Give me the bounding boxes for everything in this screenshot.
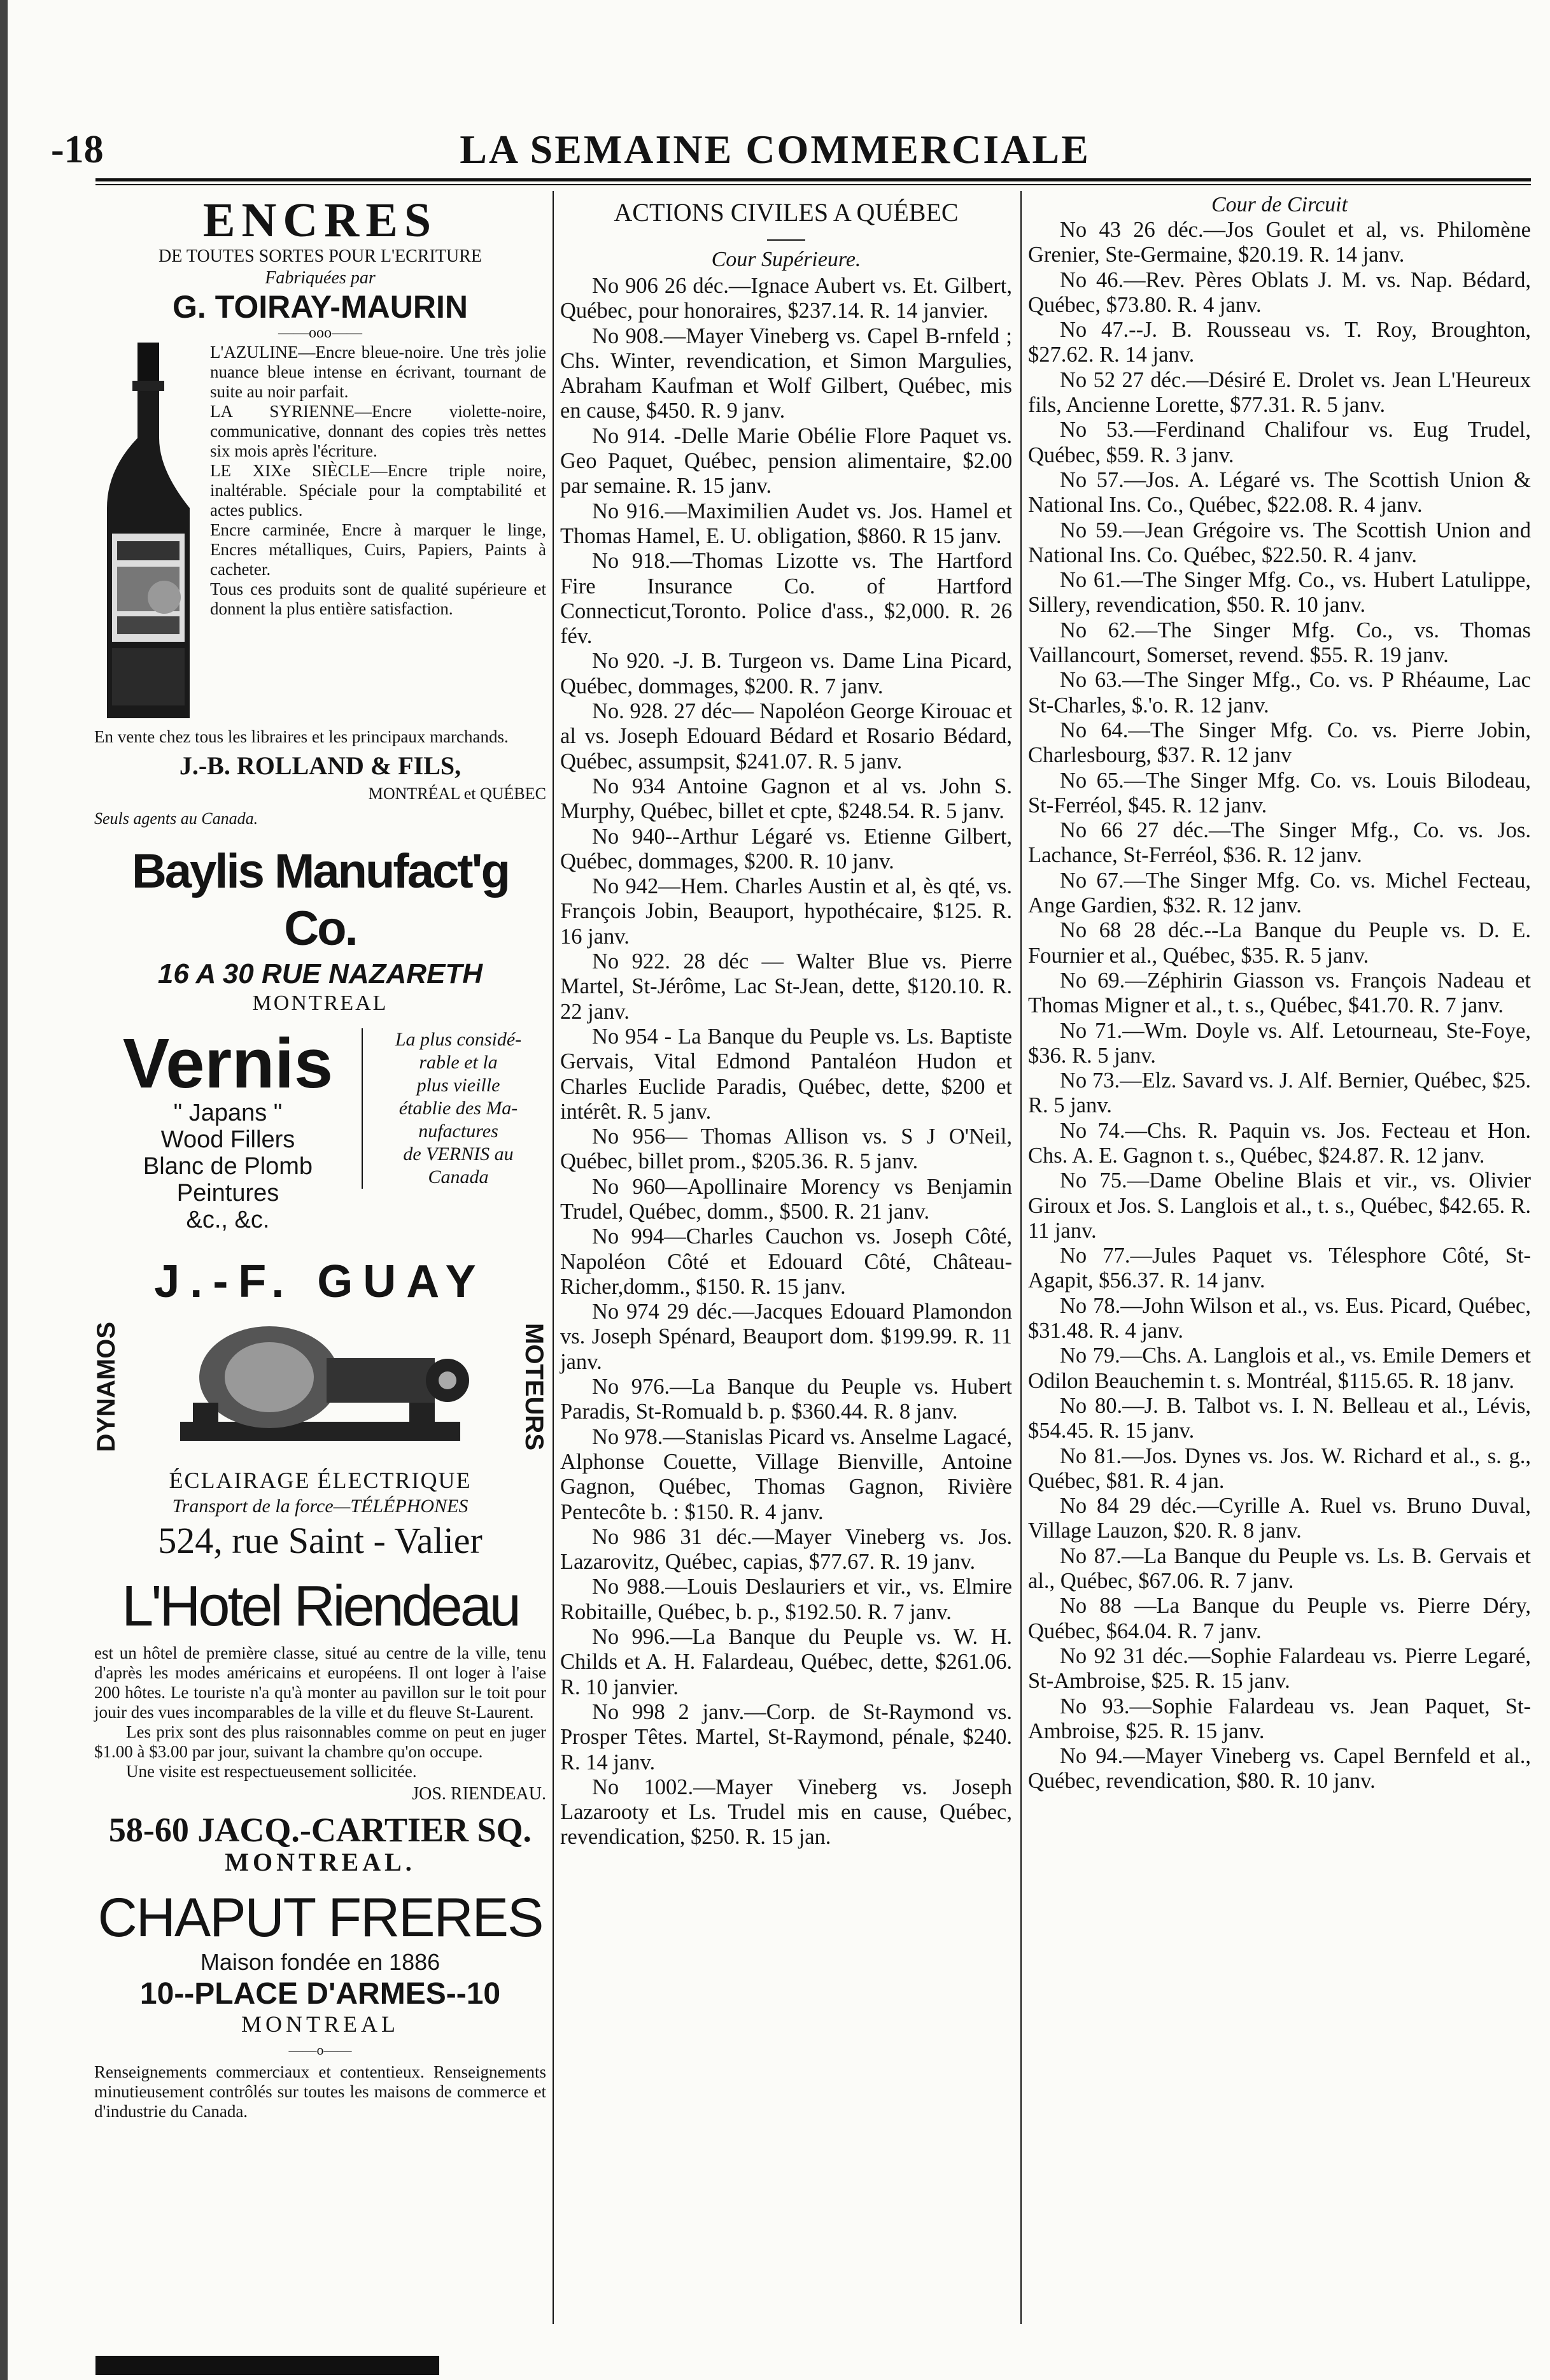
hotel-riendeau-ad [94,1573,546,1875]
vernis-slogan-7: Canada [428,1166,489,1187]
guay-eclairage: ÉCLAIRAGE ÉLECTRIQUE [169,1467,472,1493]
superior-court-entry: No 988.—Louis Deslauriers et vir., vs. Elmire Robitaille, Québec, b. p., $192.50. R. 7 janv. [560,1575,1012,1624]
circuit-court-entry: No 73.—Elz. Savard vs. J. Alf. Bernier, Québec, $25. R. 5 janv. [1028,1068,1531,1118]
baylis-city: MONTREAL [252,991,388,1015]
encres-sep: ——ooo—— [278,325,362,341]
hotel-visit: Une visite est respectueusement sollicitée. [126,1761,417,1781]
superior-court-entry: No 914. -Delle Marie Obélie Flore Paquet vs. Geo Paquet, Québec, pension alimentaire, $2.00 par semaine. R. 15 janv. [560,423,1012,499]
ink-bottle-illustration [94,343,202,725]
cour-de-circuit-column [1028,191,1531,1794]
vernis-product-etc: &c., &c. [186,1206,270,1233]
encres-fabriquees: Fabriquées par [265,268,376,288]
masthead-title: LA SEMAINE COMMERCIALE [460,127,1090,172]
circuit-court-entry: No 80.—J. B. Talbot vs. I. N. Belleau et al., Lévis, $54.45. R. 15 janv. [1028,1393,1531,1443]
encres-azuline: L'AZULINE—Encre bleue-noire. Une très jolie nuance bleue intense en écrivant, tournant de suite au noir parfait. [210,343,546,401]
superior-court-entry: No 986 31 déc.—Mayer Vineberg vs. Jos. Lazarovitz, Québec, capias, $77.67. R. 19 janv. [560,1524,1012,1575]
moteurs-label: MOTEURS [520,1322,548,1450]
superior-court-entry: No 998 2 janv.—Corp. de St-Raymond vs. Prosper Têtes. Martel, St-Raymond, pénale, $240. R. 14 janv. [560,1699,1012,1774]
circuit-court-entry: No 93.—Sophie Falardeau vs. Jean Paquet, St-Ambroise, $25. R. 15 janv. [1028,1694,1531,1743]
vernis-slogan-4: établie des Ma- [398,1097,518,1119]
baylis-ad [94,843,546,1233]
circuit-court-entry: No 57.—Jos. A. Légaré vs. The Scottish Union & National Ins. Co., Québec, $22.08. R. 4 janv. [1028,467,1531,518]
encres-agent: J.-B. ROLLAND & FILS, [179,751,461,780]
vernis-slogan-2: rable et la [419,1051,498,1073]
circuit-court-entry: No 52 27 déc.—Désiré E. Drolet vs. Jean L'Heureux fils, Ancienne Lorette, $77.31. R. 5 janv. [1028,367,1531,418]
middle-entries [560,274,1012,1850]
column-divider-1 [553,191,554,2324]
header-rule-thin [95,184,1531,185]
superior-court-entry: No 922. 28 déc — Walter Blue vs. Pierre Martel, St-Jérôme, Lac St-Jean, dette, $120.10. R. 22 janv. [560,949,1012,1024]
hotel-city: MONTREAL. [225,1848,416,1877]
superior-court-entry: No 956— Thomas Allison vs. S J O'Neil, Québec, billet prom., $205.36. R. 5 janv. [560,1124,1012,1174]
encres-vente: En vente chez tous les libraires et les principaux marchands. [94,727,509,746]
superior-court-entry: No 994—Charles Cauchon vs. Joseph Côté, Napoléon Côté et Edouard Côté, Château-Richer,domm., $150. R. 15 janv. [560,1224,1012,1299]
hotel-prices: Les prix sont des plus raisonnables comme on peut en juger $1.00 à $3.00 par jour, suivant la chambre qu'on occupe. [94,1722,546,1761]
circuit-court-entry: No 74.—Chs. R. Paquin vs. Jos. Fecteau et Hon. Chs. A. E. Gagnon t. s., Québec, $24.87. R. 12 janv. [1028,1118,1531,1168]
encres-quality: Tous ces produits sont de qualité supérieure et donnent la plus entière satisfaction. [210,579,546,618]
superior-court-entry: No 976.—La Banque du Peuple vs. Hubert Paradis, St-Romuald b. p. $360.44. R. 8 janv. [560,1375,1012,1424]
circuit-court-entry: No 64.—The Singer Mfg. Co. vs. Pierre Jobin, Charlesbourg, $37. R. 12 janv [1028,718,1531,768]
superior-court-entry: No. 928. 27 déc— Napoléon George Kirouac et al vs. Joseph Edouard Bédard et Rosario Bédard, Québec, assumpsit, $241.07. R. 5 janv. [560,699,1012,774]
superior-court-entry: No 942—Hem. Charles Austin et al, ès qté, vs. François Jobin, Beauport, hypothécaire, $125. R. 16 janv. [560,874,1012,949]
vernis-slogan-1: La plus considé- [395,1028,522,1050]
circuit-court-entry: No 92 31 déc.—Sophie Falardeau vs. Pierre Legaré, St-Ambroise, $25. R. 15 janv. [1028,1643,1531,1694]
chaput-title: CHAPUT FRERES [97,1887,543,1949]
circuit-court-entry: No 43 26 déc.—Jos Goulet et al, vs. Philomène Grenier, Ste-Germaine, $20.19. R. 14 janv. [1028,218,1531,267]
vernis-product-japans: " Japans " [173,1099,283,1126]
superior-court-entry: No 920. -J. B. Turgeon vs. Dame Lina Picard, Québec, dommages, $200. R. 7 janv. [560,649,1012,698]
encres-cities: MONTRÉAL et QUÉBEC [368,784,546,803]
circuit-court-entry: No 65.—The Singer Mfg. Co. vs. Louis Bilodeau, St-Ferréol, $45. R. 12 janv. [1028,768,1531,818]
vernis-slogan-6: de VERNIS au [403,1143,514,1165]
advertising-column [94,191,546,2121]
column-divider-2 [1020,191,1022,2324]
actions-civiles-column [560,191,1012,1850]
superior-court-entry: No 918.—Thomas Lizotte vs. The Hartford Fire Insurance Co. of Hartford Connecticut,Toronto. Police d'ass., $2,000. R. 26 fév. [560,549,1012,649]
circuit-court-entry: No 71.—Wm. Doyle vs. Alf. Letourneau, Ste-Foye, $36. R. 5 janv. [1028,1018,1531,1068]
scan-edge [0,0,8,2380]
circuit-court-entry: No 66 27 déc.—The Singer Mfg., Co. vs. Jos. Lachance, St-Ferréol, $36. R. 12 janv. [1028,818,1531,868]
superior-court-entry: No 916.—Maximilien Audet vs. Jos. Hamel et Thomas Hamel, E. U. obligation, $860. R 15 janv. [560,499,1012,548]
encres-syrienne: LA SYRIENNE—Encre violette-noire, communicative, donnant des copies très nettes six mois après l'écriture. [210,402,546,460]
superior-court-entry: No 940--Arthur Légaré vs. Etienne Gilbert, Québec, dommages, $200. R. 10 janv. [560,824,1012,874]
circuit-court-entry: No 63.—The Singer Mfg., Co. vs. P Rhéaume, Lac St-Charles, $.'o. R. 12 janv. [1028,668,1531,718]
guay-title: J.-F. GUAY [154,1256,486,1307]
circuit-court-entry: No 84 29 déc.—Cyrille A. Ruel vs. Bruno Duval, Village Lauzon, $20. R. 8 janv. [1028,1494,1531,1543]
superior-court-entry: No 934 Antoine Gagnon et al vs. John S. Murphy, Québec, billet et cpte, $248.54. R. 5 janv. [560,774,1012,824]
baylis-address: 16 A 30 RUE NAZARETH [157,958,483,989]
superior-court-entry: No 974 29 déc.—Jacques Edouard Plamondon vs. Joseph Spénard, Beauport dom. $199.99. R. 11 janv. [560,1300,1012,1374]
chaput-sep: ——o—— [288,2041,352,2058]
page-number: -18 [51,128,104,171]
superior-court-entry: No 978.—Stanislas Picard vs. Anselme Lagacé, Alphonse Couette, Village Bienville, Antoine Gagnon, Québec, Thomas Gagnon, Rivière Pentecôte b. : $150. R. 4 janv. [560,1424,1012,1524]
superior-court-entry: No 908.—Mayer Vineberg vs. Capel B-rnfeld ; Chs. Winter, revendication, et Simon Margulies, Abraham Kaufman et Wolf Gilbert, Québec, mis en cause, $450. R. 9 janv. [560,323,1012,423]
encres-xixe: LE XIXe SIÈCLE—Encre triple noire, inaltérable. Spéciale pour la comptabilité et actes publics. [210,461,546,520]
right-entries [1028,218,1531,1794]
encres-maker: G. TOIRAY-MAURIN [173,289,468,325]
guay-ad [94,1256,546,1563]
scan-artifact-bar [95,2356,439,2375]
circuit-court-entry: No 67.—The Singer Mfg. Co. vs. Michel Fecteau, Ange Gardien, $32. R. 12 janv. [1028,868,1531,918]
circuit-court-entry: No 53.—Ferdinand Chalifour vs. Eug Trudel, Québec, $59. R. 3 janv. [1028,418,1531,467]
chaput-city: MONTREAL [241,2011,399,2037]
superior-court-entry: No 1002.—Mayer Vineberg vs. Joseph Lazarooty et Ls. Trudel mis en cause, Québec, revendication, $250. R. 15 jan. [560,1774,1012,1850]
encres-subtitle: DE TOUTES SORTES POUR L'ECRITURE [159,246,482,266]
chaput-founded: Maison fondée en 1886 [200,1949,440,1976]
circuit-court-entry: No 79.—Chs. A. Langlois et al., vs. Emile Demers et Odilon Beauchemin t. s. Montréal, $115.65. R. 18 janv. [1028,1343,1531,1393]
hotel-address: 58-60 JACQ.-CARTIER SQ. [108,1811,532,1850]
chaput-address: 10--PLACE D'ARMES--10 [139,1977,501,2011]
circuit-court-entry: No 94.—Mayer Vineberg vs. Capel Bernfeld et al., Québec, revendication, $80. R. 10 janv. [1028,1744,1531,1794]
circuit-court-entry: No 47.--J. B. Rousseau vs. T. Roy, Broughton, $27.62. R. 14 janv. [1028,318,1531,367]
header-rule [95,178,1531,181]
superior-court-entry: No 996.—La Banque du Peuple vs. W. H. Childs et A. H. Falardeau, Québec, dette, $261.06. R. 10 janvier. [560,1625,1012,1699]
circuit-court-entry: No 68 28 déc.--La Banque du Peuple vs. D. E. Fournier et al., Québec, $35. R. 5 janv. [1028,918,1531,968]
section-title-rule [767,239,805,241]
encres-agents-note: Seuls agents au Canada. [94,809,258,828]
vernis-title: Vernis [122,1024,334,1103]
vernis-product-wood-fillers: Wood Fillers [160,1126,295,1153]
hotel-title: L'Hotel Riendeau [122,1574,519,1638]
dynamo-machine-illustration [155,1307,486,1466]
encres-title: ENCRES [202,194,438,247]
circuit-court-entry: No 69.—Zéphirin Giasson vs. François Nadeau et Thomas Migner et al., t. s., Québec, $41.70. R. 7 janv. [1028,968,1531,1018]
guay-transport: Transport de la force—TÉLÉPHONES [172,1495,469,1517]
circuit-court-entry: No 75.—Dame Obeline Blais et vir., vs. Olivier Giroux et Jos. S. Langlois et al., t. s., Québec, $42.65. R. 11 janv. [1028,1168,1531,1243]
circuit-court-entry: No 81.—Jos. Dynes vs. Jos. W. Richard et al., s. g., Québec, $81. R. 4 jan. [1028,1443,1531,1493]
circuit-court-entry: No 88 —La Banque du Peuple vs. Pierre Déry, Québec, $64.04. R. 7 janv. [1028,1594,1531,1643]
encres-others: Encre carminée, Encre à marquer le linge, Encres métalliques, Cuirs, Papiers, Paints à cacheter. [210,520,546,579]
circuit-court-entry: No 87.—La Banque du Peuple vs. Ls. B. Gervais et al., Québec, $67.06. R. 7 janv. [1028,1543,1531,1594]
vernis-product-peintures: Peintures [176,1179,279,1207]
vernis-slogan-3: plus vieille [416,1074,500,1096]
baylis-title: Baylis Manufact'g Co. [131,844,509,956]
circuit-court-entry: No 78.—John Wilson et al., vs. Eus. Picard, Québec, $31.48. R. 4 janv. [1028,1293,1531,1343]
circuit-court-entry: No 62.—The Singer Mfg. Co., vs. Thomas Vaillancourt, Somerset, revend. $55. R. 19 janv. [1028,618,1531,668]
chaput-body: Renseignements commerciaux et contentieux. Renseignements minutieusement contrôlés sur toutes les maisons de commerce et d'industrie du Canada. [94,2062,546,2121]
circuit-court-entry: No 46.—Rev. Pères Oblats J. M. vs. Nap. Bédard, Québec, $73.80. R. 4 janv. [1028,267,1531,317]
circuit-court-entry: No 77.—Jules Paquet vs. Télesphore Côté, St-Agapit, $56.37. R. 14 janv. [1028,1243,1531,1293]
chaput-ad [94,1887,546,2121]
hotel-description: est un hôtel de première classe, situé au centre de la ville, tenu d'après les modes américains et européens. Il ont loger à l'aise 200 hôtes. Le touriste n'a qu'à monter au pavillon sur le toit pour jouir des vues incomparables de la ville et du fleuve St-Laurent. [94,1643,546,1722]
vernis-product-blanc-de-plomb: Blanc de Plomb [143,1152,313,1180]
court-circuit-heading: Cour de Circuit [1211,193,1348,216]
section-title: ACTIONS CIVILES A QUÉBEC [614,198,959,227]
court-superieure-heading: Cour Supérieure. [711,248,861,271]
hotel-sign: JOS. RIENDEAU. [412,1783,546,1804]
circuit-court-entry: No 59.—Jean Grégoire vs. The Scottish Union and National Ins. Co. Québec, $22.50. R. 4 janv. [1028,518,1531,567]
dynamos-label: DYNAMOS [92,1321,120,1452]
superior-court-entry: No 960—Apollinaire Morency vs Benjamin Trudel, Québec, domm., $500. R. 21 janv. [560,1174,1012,1224]
superior-court-entry: No 954 - La Banque du Peuple vs. Ls. Baptiste Gervais, Vital Edmond Pantaléon Hudon et Charles Euclide Paradis, Québec, dette, $200 et intérêt. R. 5 janv. [560,1024,1012,1124]
guay-address: 524, rue Saint - Valier [158,1519,483,1561]
circuit-court-entry: No 61.—The Singer Mfg. Co., vs. Hubert Latulippe, Sillery, revendication, $50. R. 10 janv. [1028,568,1531,618]
encres-ad [94,195,546,832]
superior-court-entry: No 906 26 déc.—Ignace Aubert vs. Et. Gilbert, Québec, pour honoraires, $237.14. R. 14 janvier. [560,274,1012,323]
vernis-slogan-5: nufactures [418,1120,498,1142]
